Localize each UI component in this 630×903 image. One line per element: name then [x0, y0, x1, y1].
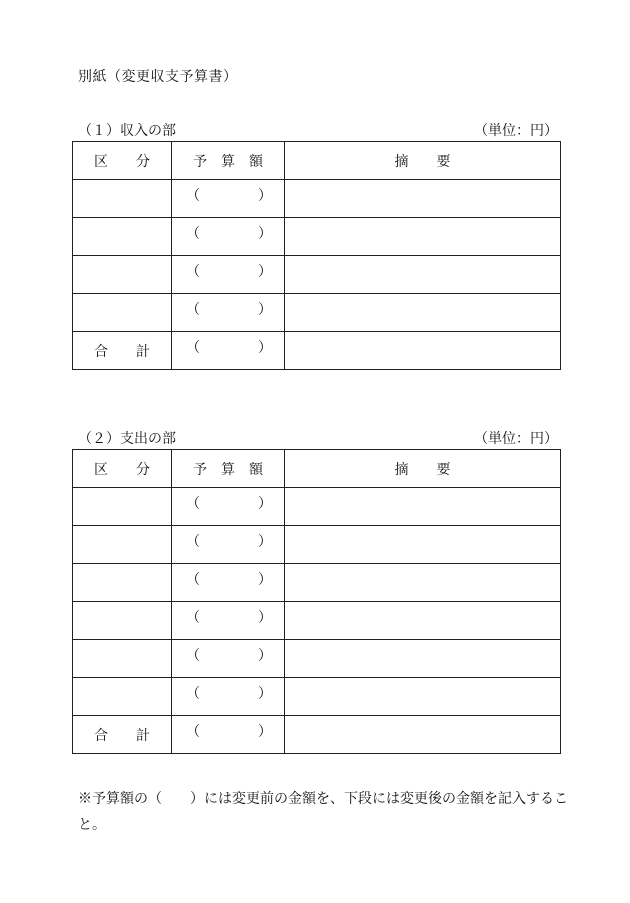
paren-close: ） — [258, 534, 272, 550]
table-row — [73, 640, 561, 678]
paren-open: （ — [186, 534, 200, 550]
paren-open: （ — [186, 264, 200, 280]
income-unit-label: （単位：円） — [474, 123, 558, 139]
category-cell[interactable] — [73, 602, 172, 640]
category-cell[interactable] — [73, 488, 172, 526]
category-cell[interactable] — [73, 218, 172, 256]
category-cell[interactable] — [73, 640, 172, 678]
remarks-cell[interactable] — [285, 602, 561, 640]
paren-close: ） — [258, 572, 272, 588]
table-row — [73, 526, 561, 564]
table-row — [73, 564, 561, 602]
remarks-cell[interactable] — [285, 488, 561, 526]
paren-open: （ — [186, 648, 200, 664]
budget-amount-cell[interactable] — [172, 488, 285, 526]
expense-total-row — [73, 716, 561, 754]
paren-close: ） — [258, 226, 272, 242]
header-remarks: 摘 要 — [285, 450, 561, 488]
table-row — [73, 256, 561, 294]
header-category: 区 分 — [73, 450, 172, 488]
income-heading: （１）収入の部 — [78, 123, 176, 139]
budget-amount-cell[interactable] — [172, 602, 285, 640]
income-total-row — [73, 332, 561, 370]
paren-open: （ — [186, 724, 200, 740]
remarks-cell[interactable] — [285, 564, 561, 602]
table-row — [73, 294, 561, 332]
total-label: 合 計 — [73, 332, 172, 370]
table-row — [73, 602, 561, 640]
budget-amount-cell[interactable] — [172, 180, 285, 218]
paren-open: （ — [186, 686, 200, 702]
footnote: ※予算額の（ ）には変更前の金額を、下段には変更後の金額を記入すること。 — [78, 791, 568, 833]
header-remarks: 摘 要 — [285, 142, 561, 180]
header-category: 区 分 — [73, 142, 172, 180]
table-row — [73, 488, 561, 526]
paren-open: （ — [186, 340, 200, 356]
income-table — [72, 141, 561, 370]
paren-open: （ — [186, 188, 200, 204]
budget-amount-cell[interactable] — [172, 256, 285, 294]
income-header-row — [73, 142, 561, 180]
remarks-cell[interactable] — [285, 294, 561, 332]
budget-amount-cell[interactable] — [172, 218, 285, 256]
expense-heading: （２）支出の部 — [78, 431, 176, 447]
budget-amount-cell[interactable] — [172, 564, 285, 602]
total-amount-cell[interactable] — [172, 332, 285, 370]
header-budget-amount: 予 算 額 — [172, 142, 285, 180]
paren-close: ） — [258, 264, 272, 280]
budget-amount-cell[interactable] — [172, 294, 285, 332]
category-cell[interactable] — [73, 678, 172, 716]
paren-close: ） — [258, 302, 272, 318]
budget-amount-cell[interactable] — [172, 526, 285, 564]
remarks-cell[interactable] — [285, 180, 561, 218]
paren-open: （ — [186, 572, 200, 588]
paren-close: ） — [258, 610, 272, 626]
total-remarks-cell[interactable] — [285, 716, 561, 754]
paren-close: ） — [258, 724, 272, 740]
expense-table — [72, 449, 561, 754]
table-row — [73, 218, 561, 256]
total-label: 合 計 — [73, 716, 172, 754]
paren-open: （ — [186, 226, 200, 242]
paren-close: ） — [258, 686, 272, 702]
category-cell[interactable] — [73, 180, 172, 218]
page-title: 別紙（変更収支予算書） — [78, 69, 238, 85]
remarks-cell[interactable] — [285, 256, 561, 294]
total-remarks-cell[interactable] — [285, 332, 561, 370]
remarks-cell[interactable] — [285, 678, 561, 716]
header-budget-amount: 予 算 額 — [172, 450, 285, 488]
category-cell[interactable] — [73, 526, 172, 564]
table-row — [73, 180, 561, 218]
paren-close: ） — [258, 496, 272, 512]
expense-header-row — [73, 450, 561, 488]
paren-open: （ — [186, 610, 200, 626]
paren-close: ） — [258, 648, 272, 664]
paren-close: ） — [258, 340, 272, 356]
budget-amount-cell[interactable] — [172, 678, 285, 716]
remarks-cell[interactable] — [285, 640, 561, 678]
budget-amount-cell[interactable] — [172, 640, 285, 678]
expense-unit-label: （単位：円） — [474, 431, 558, 447]
category-cell[interactable] — [73, 564, 172, 602]
total-amount-cell[interactable] — [172, 716, 285, 754]
remarks-cell[interactable] — [285, 218, 561, 256]
paren-open: （ — [186, 496, 200, 512]
remarks-cell[interactable] — [285, 526, 561, 564]
table-row — [73, 678, 561, 716]
category-cell[interactable] — [73, 294, 172, 332]
category-cell[interactable] — [73, 256, 172, 294]
paren-open: （ — [186, 302, 200, 318]
paren-close: ） — [258, 188, 272, 204]
